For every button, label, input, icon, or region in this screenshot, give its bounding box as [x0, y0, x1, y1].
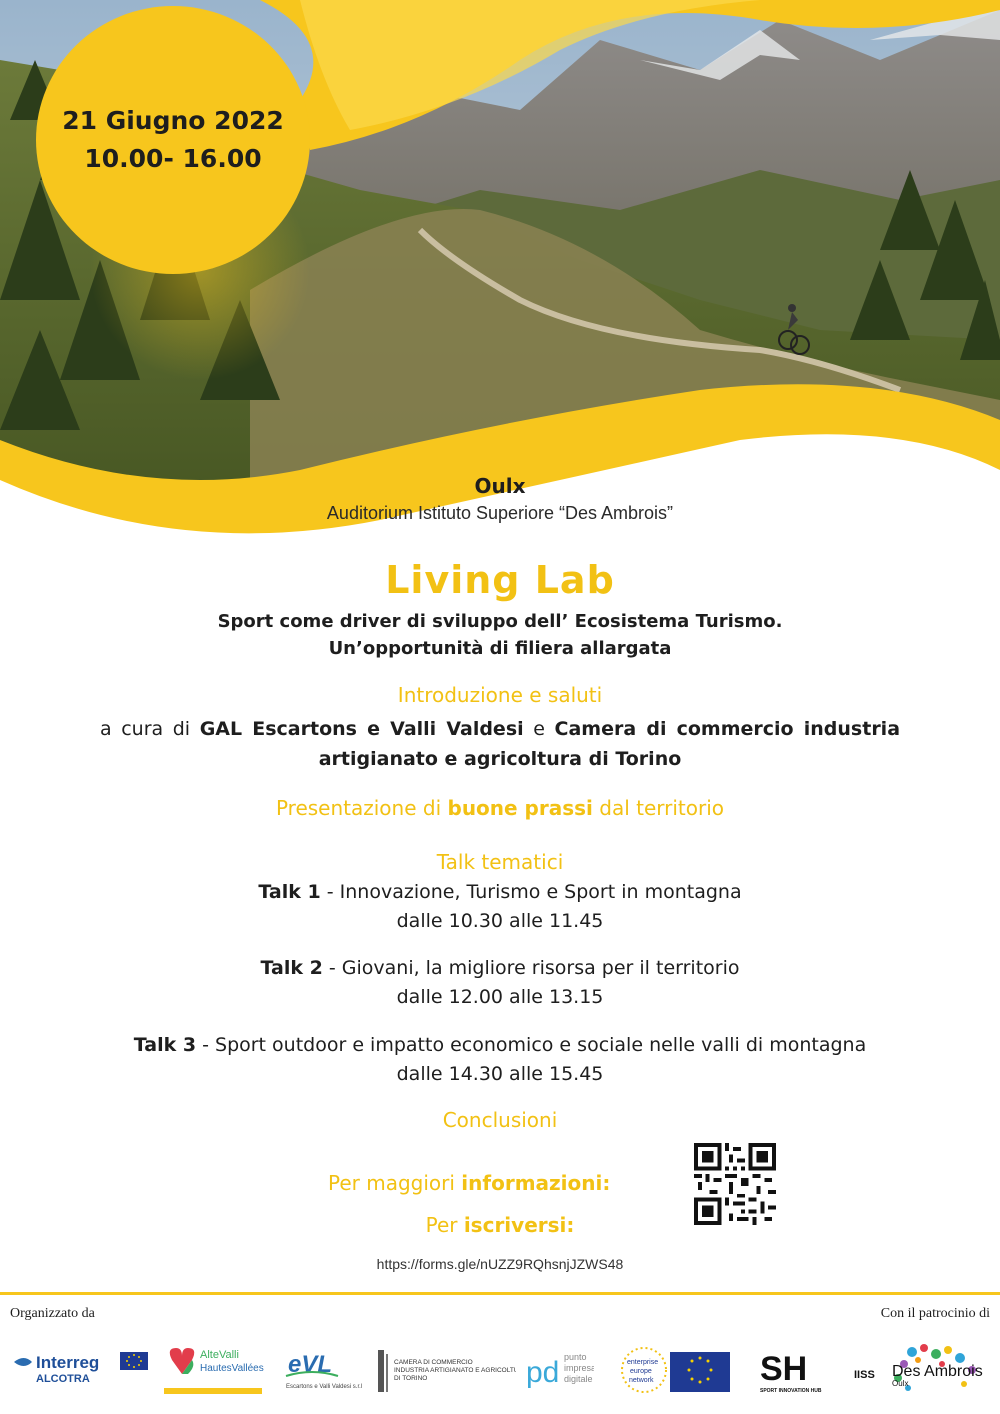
intro-prefix: a cura di — [100, 718, 191, 740]
signup-url-link[interactable]: https://forms.gle/nUZZ9RQhsnjJZWS48 — [376, 1256, 624, 1272]
talk-3-time: dalle 14.30 alle 15.45 — [396, 1063, 604, 1085]
talk-3-label: Talk 3 — [133, 1034, 197, 1056]
talk-1-time: dalle 10.30 alle 11.45 — [396, 910, 604, 932]
subtitle-line-2: Un’opportunità di filiera allargata — [328, 638, 672, 659]
iis-text: IISS — [854, 1369, 875, 1381]
event-city: Oulx — [474, 474, 526, 498]
talk-2-title — [0, 954, 1000, 982]
intro-heading: Introduzione e saluti — [397, 683, 603, 707]
talk-1-label: Talk 1 — [258, 881, 321, 903]
alcotra-text: ALCOTRA — [36, 1373, 90, 1385]
camera-text-1: CAMERA DI COMMERCIO — [394, 1359, 473, 1366]
presentation-bold: buone prassi — [447, 796, 593, 820]
talk-1-name: - Innovazione, Turismo e Sport in montagna — [326, 881, 742, 903]
altevalli-text-2: HautesVallées — [200, 1363, 264, 1374]
presentation-post: dal territorio — [599, 796, 725, 820]
patronage-label: Con il patrocinio di — [880, 1306, 990, 1321]
camera-commercio-logo — [376, 1340, 516, 1400]
talk-3-title — [0, 1031, 1000, 1059]
svg-text:eVL: eVL — [288, 1351, 333, 1378]
organized-by-label: Organizzato da — [10, 1306, 95, 1321]
een-text-1: enterprise — [627, 1359, 659, 1366]
presentation-heading — [0, 796, 1000, 820]
evv-logo — [282, 1340, 362, 1400]
svg-text:pd: pd — [526, 1356, 560, 1389]
punto-impresa-digitale-logo — [524, 1340, 594, 1400]
altevalli-text-1: AlteValli — [200, 1349, 239, 1361]
camera-text-3: DI TORINO — [394, 1375, 428, 1382]
camera-text-2: INDUSTRIA ARTIGIANATO E AGRICOLTURA — [394, 1367, 516, 1374]
signup-line — [0, 1213, 1000, 1237]
event-venue: Auditorium Istituto Superiore “Des Ambrois” — [326, 503, 674, 523]
altevalli-logo — [162, 1340, 267, 1400]
subtitle-line-1: Sport come driver di sviluppo dell’ Ecosistema Turismo. — [217, 611, 783, 632]
signup-bold: iscriversi: — [463, 1213, 575, 1237]
intro-and: e — [533, 718, 545, 740]
talk-2-name: - Giovani, la migliore risorsa per il territorio — [328, 957, 740, 979]
intro-org-2-rest: artigianato e agricoltura di Torino — [318, 748, 682, 770]
enterprise-europe-network-logo — [618, 1340, 732, 1400]
talk-2-time: dalle 12.00 alle 13.15 — [396, 986, 604, 1008]
pid-text-3: digitale — [564, 1374, 593, 1384]
footer-divider — [0, 1292, 1000, 1295]
sport-innovation-hub-logo — [758, 1340, 822, 1400]
info-bold: informazioni: — [461, 1171, 611, 1195]
sh-caption: SPORT INNOVATION HUB — [760, 1388, 822, 1394]
pid-text-2: impresa — [564, 1363, 594, 1373]
talks-heading: Talk tematici — [436, 850, 564, 874]
iis-text-3: Oulx — [892, 1379, 909, 1388]
evv-caption: Escartons e Valli Valdesi s.r.l. — [286, 1384, 362, 1390]
pid-text-1: punto — [564, 1352, 587, 1362]
signup-pre: Per — [425, 1213, 458, 1237]
subtitle — [0, 608, 1000, 662]
event-date: 21 Giugno 2022 — [62, 106, 284, 135]
talk-1-title — [0, 878, 1000, 906]
page-title: Living Lab — [385, 558, 615, 602]
een-text-2: europe — [630, 1368, 652, 1375]
iis-des-ambrois-logo — [852, 1340, 992, 1400]
interreg-alcotra-logo — [10, 1340, 150, 1400]
interreg-text: Interreg — [36, 1353, 100, 1372]
sh-text: SH — [760, 1350, 808, 1388]
intro-body — [100, 714, 900, 774]
info-pre: Per maggiori — [328, 1171, 455, 1195]
intro-org-2: Camera di commercio industria — [554, 718, 901, 740]
date-badge — [36, 6, 310, 274]
event-time: 10.00- 16.00 — [84, 144, 262, 173]
conclusion-heading: Conclusioni — [442, 1108, 558, 1132]
talk-2-label: Talk 2 — [260, 957, 323, 979]
talk-3-name: - Sport outdoor e impatto economico e sociale nelle valli di montagna — [202, 1034, 867, 1056]
een-text-3: network — [629, 1377, 654, 1384]
intro-org-1: GAL Escartons e Valli Valdesi — [199, 718, 524, 740]
info-text — [328, 1171, 610, 1195]
iis-text-2: Des Ambrois — [892, 1363, 983, 1380]
presentation-pre: Presentazione di — [275, 796, 442, 820]
